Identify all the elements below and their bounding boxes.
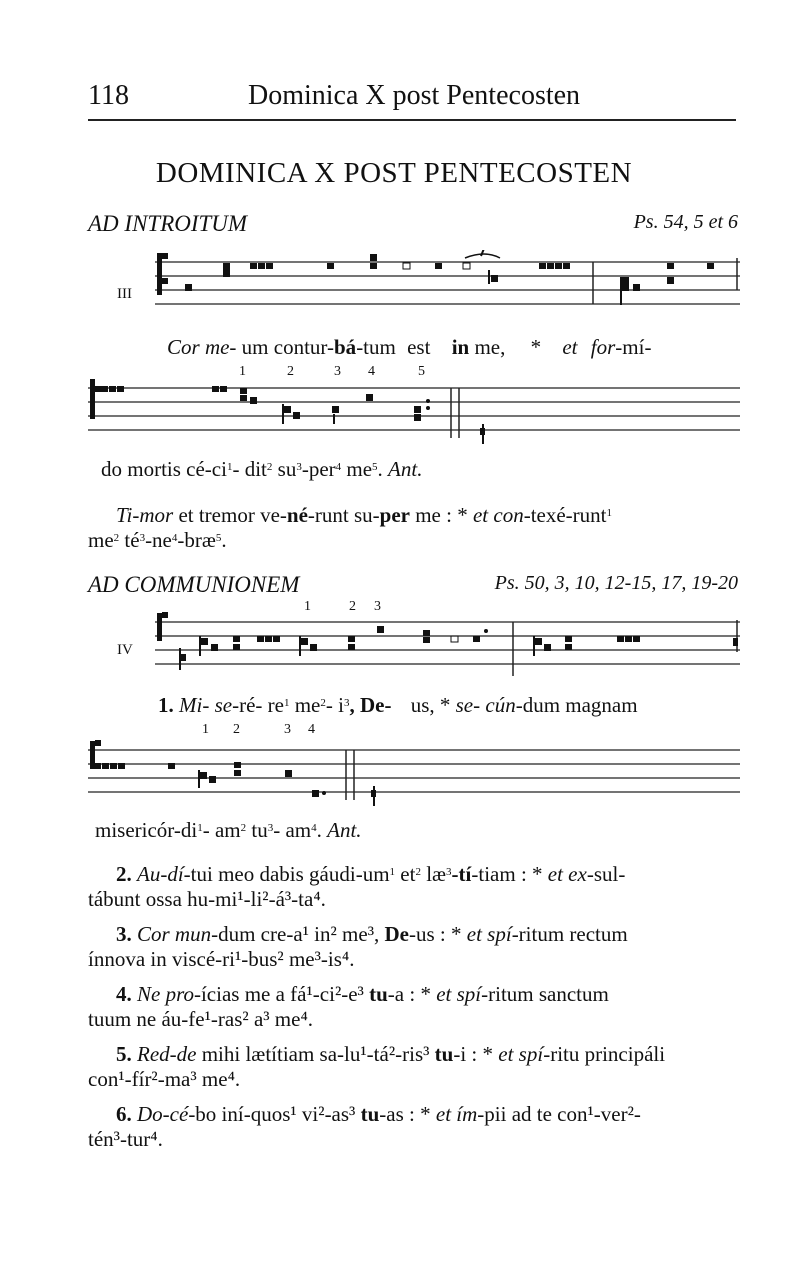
verse-line: tábunt ossa hu-mi¹-li²-á³-ta⁴. — [88, 887, 326, 911]
running-title: Dominica X post Pentecosten — [248, 80, 581, 111]
syl: -tiam : * — [471, 862, 548, 886]
syl: se- — [455, 693, 481, 717]
syl: té — [119, 528, 140, 552]
syl: et con- — [472, 503, 531, 527]
syl: et ím — [435, 1102, 478, 1126]
sup: 5 — [372, 461, 378, 473]
introit-verse — [116, 503, 740, 528]
introit-staff-1 — [155, 250, 745, 320]
page-title: DOMINICA X POST PENTECOSTEN — [155, 157, 633, 189]
syl: Ti-mor — [116, 503, 174, 527]
neume-number: 2 — [233, 722, 240, 737]
syl: - am — [202, 818, 241, 842]
verse-line: ínnova in viscé-ri¹-bus² me³-is⁴. — [88, 947, 355, 971]
syl: me : * — [409, 503, 473, 527]
syl: -bræ — [177, 528, 216, 552]
sup: 4 — [311, 822, 317, 834]
syl: mihi lætítiam sa-lu¹-tá²-ris³ — [196, 1042, 435, 1066]
ant-label: Ant. — [327, 818, 362, 842]
sup: 2 — [415, 866, 421, 878]
syl: Red-de — [137, 1042, 197, 1066]
verse-4 — [88, 982, 740, 1032]
syl: . — [221, 528, 227, 552]
communion-psalm-ref: Ps. 50, 3, 10, 12-15, 17, 19-20 — [494, 572, 738, 594]
syl: * — [439, 693, 451, 717]
verse-2 — [88, 862, 740, 912]
syl: tu — [360, 1102, 380, 1126]
syl: -pii ad te con¹-ver²- — [477, 1102, 641, 1126]
syl: me — [88, 528, 114, 552]
neume-number: 5 — [418, 364, 425, 379]
syl: contur- — [273, 335, 334, 359]
syl: -tí — [451, 862, 472, 886]
syl: -bo iní-quos¹ vi²-as³ — [188, 1102, 361, 1126]
syl: -ritum rectum — [511, 922, 628, 946]
introit-lyrics-2 — [101, 457, 422, 482]
neume-number: 1 — [202, 722, 209, 737]
neume-number: 2 — [287, 364, 294, 379]
syl: - am — [273, 818, 312, 842]
sup: 3 — [267, 822, 274, 834]
introit-heading: AD INTROITUM — [88, 211, 248, 236]
sup: 1 — [283, 697, 290, 709]
syl: , De- — [349, 693, 392, 717]
syl: . — [377, 457, 383, 481]
communion-lyrics-1 — [158, 693, 638, 718]
syl: me — [341, 457, 373, 481]
sup: 2 — [240, 822, 247, 834]
syl: -dum cre-a¹ in² me³, — [211, 922, 385, 946]
syl: né — [286, 503, 308, 527]
syl: Do-cé — [137, 1102, 189, 1126]
syl: * — [530, 335, 542, 359]
neume-number: 3 — [334, 364, 341, 379]
mode-label: IV — [117, 642, 133, 658]
syl: se- — [214, 693, 240, 717]
syl: cún — [485, 693, 516, 717]
syl: tu — [369, 982, 388, 1006]
syl: -ne — [145, 528, 172, 552]
ant-label: Ant. — [388, 457, 423, 481]
neume-number: 4 — [368, 364, 375, 379]
syl: -mí- — [615, 335, 652, 359]
syl: misericór-di — [95, 818, 198, 842]
communion-staff-1 — [155, 610, 745, 680]
communion-lyrics-2 — [95, 818, 362, 843]
syl: tu — [246, 818, 268, 842]
neume-number: 3 — [374, 599, 381, 614]
syl: Ne pro — [137, 982, 194, 1006]
syl: -a : * — [387, 982, 437, 1006]
verse-3 — [88, 922, 740, 972]
syl: et spí — [498, 1042, 544, 1066]
syl: et — [562, 335, 578, 359]
sup: 2 — [266, 461, 273, 473]
communion-verses — [88, 862, 740, 1152]
syl: -sul- — [586, 862, 626, 886]
syl: Cor — [167, 335, 200, 359]
sup: 3 — [343, 697, 350, 709]
syl: bá — [334, 335, 357, 359]
syl: me, — [474, 335, 506, 359]
syl: do mortis cé-ci — [101, 457, 227, 481]
verse-number: 1. — [158, 693, 174, 717]
syl: et tremor ve- — [173, 503, 287, 527]
syl: -dum magnam — [515, 693, 638, 717]
mode-label: III — [117, 286, 132, 302]
neume-number: 3 — [284, 722, 291, 737]
sup: 1 — [389, 866, 396, 878]
syl: Cor mun — [137, 922, 212, 946]
syl: -ritu principáli — [543, 1042, 666, 1066]
sup: 3 — [139, 532, 146, 544]
syl: for — [590, 335, 616, 359]
syl: su — [272, 457, 297, 481]
syl: -tui meo dabis gáudi-um — [183, 862, 390, 886]
verse-6 — [88, 1102, 740, 1152]
syl: -runt su- — [307, 503, 380, 527]
syl: um — [241, 335, 269, 359]
neume-number: 1 — [239, 364, 246, 379]
sup: 4 — [171, 532, 178, 544]
syl: per — [379, 503, 410, 527]
syl: -ícias me a fá¹-ci²-e³ — [193, 982, 370, 1006]
syl: re — [267, 693, 284, 717]
syl: ré- — [239, 693, 263, 717]
neume-number: 4 — [308, 722, 315, 737]
sup: 2 — [320, 697, 326, 709]
syl: - dit — [232, 457, 267, 481]
sup: 1 — [606, 507, 612, 519]
neume-number: 2 — [349, 599, 356, 614]
syl: -per — [301, 457, 336, 481]
sup: 1 — [197, 822, 203, 834]
syl: -i : * — [453, 1042, 499, 1066]
syl: -tum — [356, 335, 396, 359]
syl: texé-runt — [530, 503, 607, 527]
syl: et spí — [466, 922, 512, 946]
verse-number: 3. — [116, 922, 132, 946]
syl: us, — [410, 693, 435, 717]
introit-staff-2 — [88, 378, 744, 448]
syl: et spí — [436, 982, 482, 1006]
syl: me- — [204, 335, 237, 359]
page-number: 118 — [88, 80, 129, 111]
introit-psalm-ref: Ps. 54, 5 et 6 — [633, 211, 738, 233]
syl: læ — [420, 862, 447, 886]
sup: 1 — [226, 461, 233, 473]
syl: -ritum sanctum — [481, 982, 609, 1006]
verse-number: 6. — [116, 1102, 132, 1126]
verse-number: 2. — [116, 862, 132, 886]
sup: 2 — [113, 532, 120, 544]
sup: 4 — [335, 461, 342, 473]
verse-line: tuum ne áu-fe¹-ras² a³ me⁴. — [88, 1007, 314, 1031]
verse-line: con¹-fír²-ma³ me⁴. — [88, 1067, 241, 1091]
syl: -us : * — [409, 922, 467, 946]
verse-line: tén³-tur⁴. — [88, 1127, 163, 1151]
syl: et ex — [547, 862, 587, 886]
syl: Au-dí — [137, 862, 184, 886]
neume-number: 1 — [304, 599, 311, 614]
syl: Mi- — [179, 693, 210, 717]
communion-staff-2 — [88, 740, 744, 810]
introit-lyrics-1 — [167, 335, 651, 360]
syl: - i — [325, 693, 344, 717]
verse-number: 5. — [116, 1042, 132, 1066]
syl: . — [316, 818, 322, 842]
syl: -as : * — [379, 1102, 436, 1126]
sup: 5 — [215, 532, 222, 544]
sup: 3 — [446, 866, 452, 878]
syl: et — [395, 862, 416, 886]
sup: 3 — [296, 461, 302, 473]
syl: De — [384, 922, 410, 946]
verse-number: 4. — [116, 982, 132, 1006]
verse-5 — [88, 1042, 740, 1092]
syl: in — [451, 335, 470, 359]
syl: tu — [434, 1042, 454, 1066]
syl: me — [289, 693, 321, 717]
communion-heading: AD COMMUNIONEM — [88, 572, 300, 597]
introit-verse-line2 — [88, 528, 227, 553]
header-rule — [88, 119, 736, 121]
syl: est — [407, 335, 431, 359]
